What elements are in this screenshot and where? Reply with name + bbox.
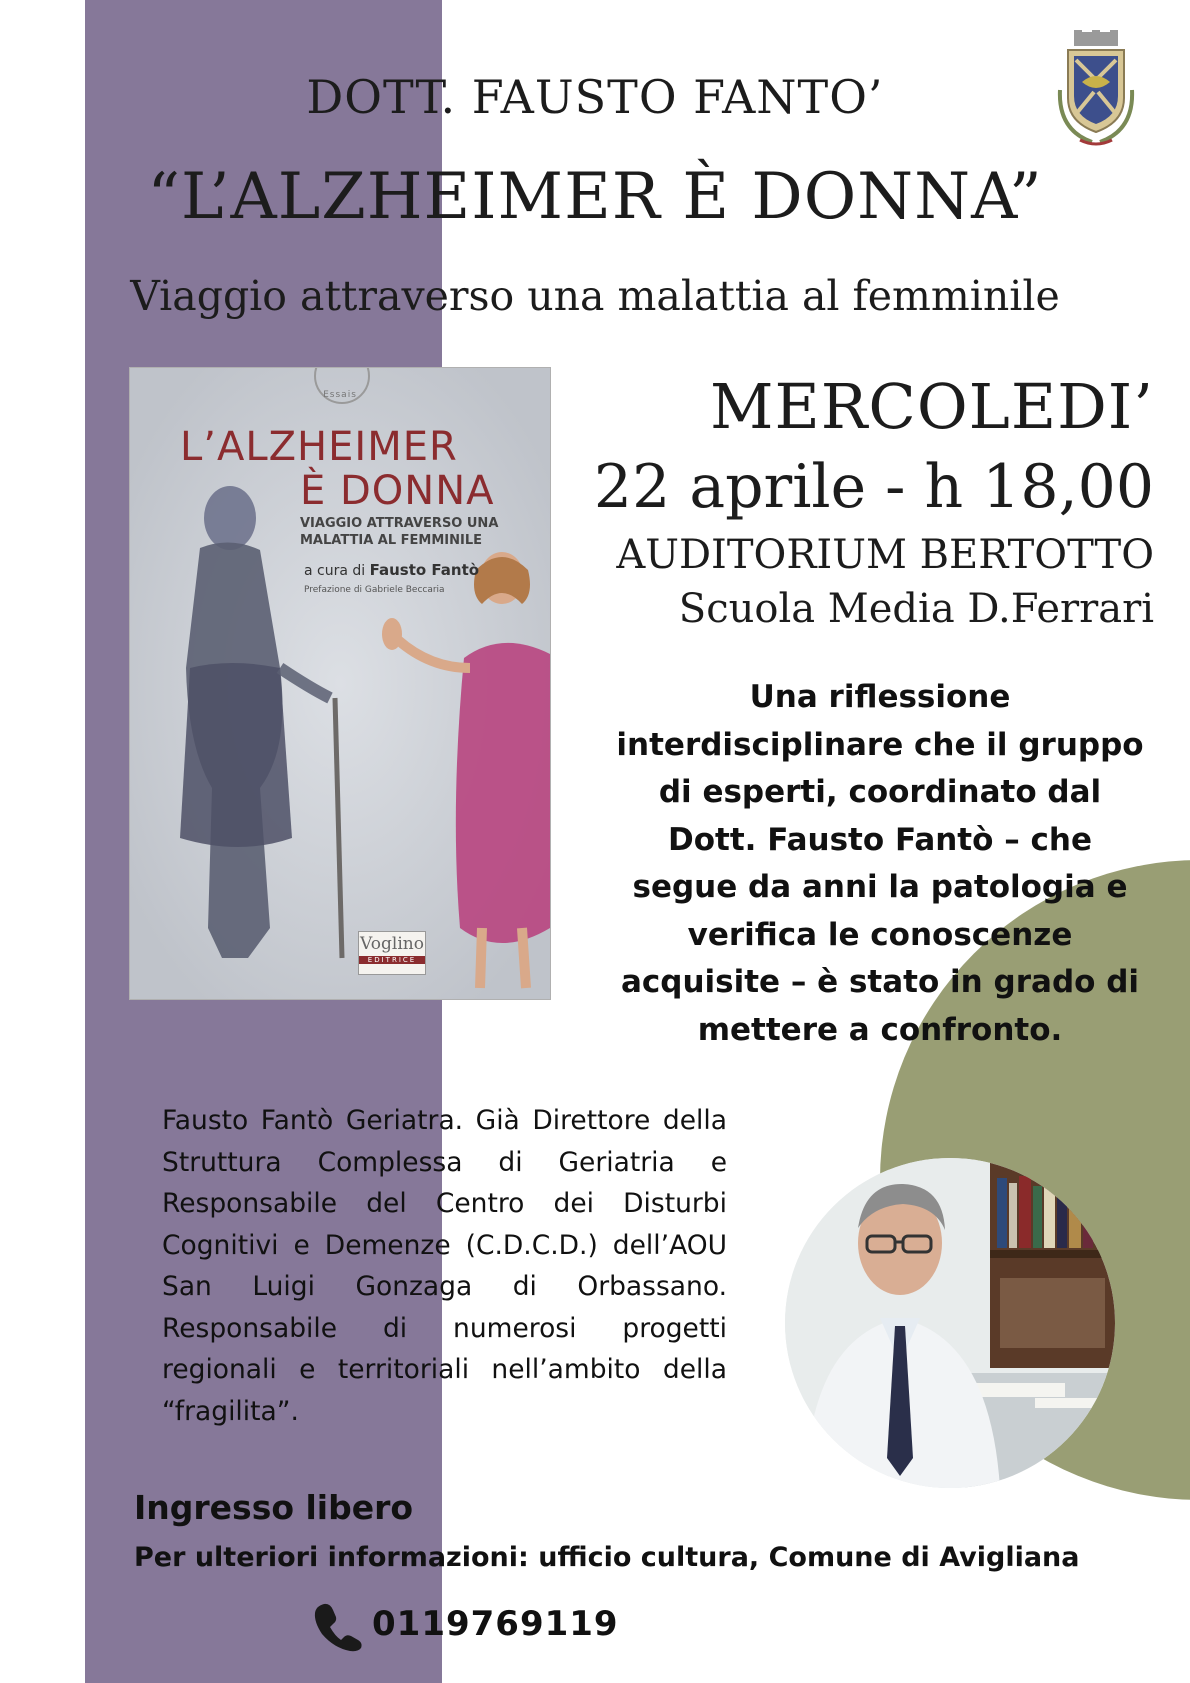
phone-icon <box>312 1600 364 1652</box>
book-author-name: Fausto Fantò <box>369 561 480 579</box>
book-subtitle-line1: VIAGGIO ATTRAVERSO UNA <box>300 516 499 531</box>
phone-number: 0119769119 <box>372 1604 619 1644</box>
description-line: verifica le conoscenze <box>687 916 1073 953</box>
book-author <box>304 561 479 579</box>
book-preface: Prefazione di Gabriele Beccaria <box>304 585 445 595</box>
publisher-logo <box>358 931 426 975</box>
event-description <box>600 674 1160 1054</box>
book-title-line2: È DONNA <box>300 468 495 514</box>
book-subtitle-line2: MALATTIA AL FEMMINILE <box>300 533 483 548</box>
publisher-name: Voglino <box>360 934 424 954</box>
info-contact: Per ulteriori informazioni: ufficio cultura, Comune di Avigliana <box>134 1542 1080 1573</box>
speaker-name: DOTT. FAUSTO FANTO’ <box>306 70 884 124</box>
description-line: Una riflessione <box>749 679 1011 715</box>
book-author-prefix: a cura di <box>304 563 366 579</box>
description-line: acquisite – è stato in grado di <box>620 964 1140 1000</box>
event-date-time: 22 aprile - h 18,00 <box>593 452 1154 522</box>
event-school: Scuola Media D.Ferrari <box>678 586 1154 632</box>
description-line: segue da anni la patologia e <box>632 869 1128 905</box>
event-title: “L’ALZHEIMER È DONNA” <box>147 160 1043 234</box>
description-line: di esperti, coordinato dal <box>658 774 1102 810</box>
speaker-bio: Fausto Fantò Geriatra. Già Direttore della Struttura Complessa di Geriatria e Responsabile del Centro dei Disturbi Cognitivi e Demenze (C.D.C.D.) dell’AOU San Luigi Gonzaga di Orbassano. Responsabile di numerosi progetti regionali e territoriali nell’ambito della “fragilita”. <box>162 1105 727 1427</box>
speaker-photo-illustration <box>785 1158 1115 1488</box>
description-line: Dott. Fausto Fantò – che <box>668 821 1092 858</box>
description-line: interdisciplinare che il gruppo <box>616 726 1144 763</box>
description-line: mettere a confronto. <box>697 1011 1063 1048</box>
event-subtitle: Viaggio attraverso una malattia al femminile <box>130 272 1060 320</box>
entry-label: Ingresso libero <box>134 1488 414 1527</box>
book-cover <box>130 368 550 999</box>
event-venue: AUDITORIUM BERTOTTO <box>616 532 1154 578</box>
event-day: MERCOLEDI’ <box>709 370 1154 443</box>
speaker-photo <box>785 1158 1115 1488</box>
book-series: Essais <box>323 390 357 400</box>
book-title-line1: L’ALZHEIMER <box>180 424 458 470</box>
publisher-sub: EDITRICE <box>359 956 425 964</box>
